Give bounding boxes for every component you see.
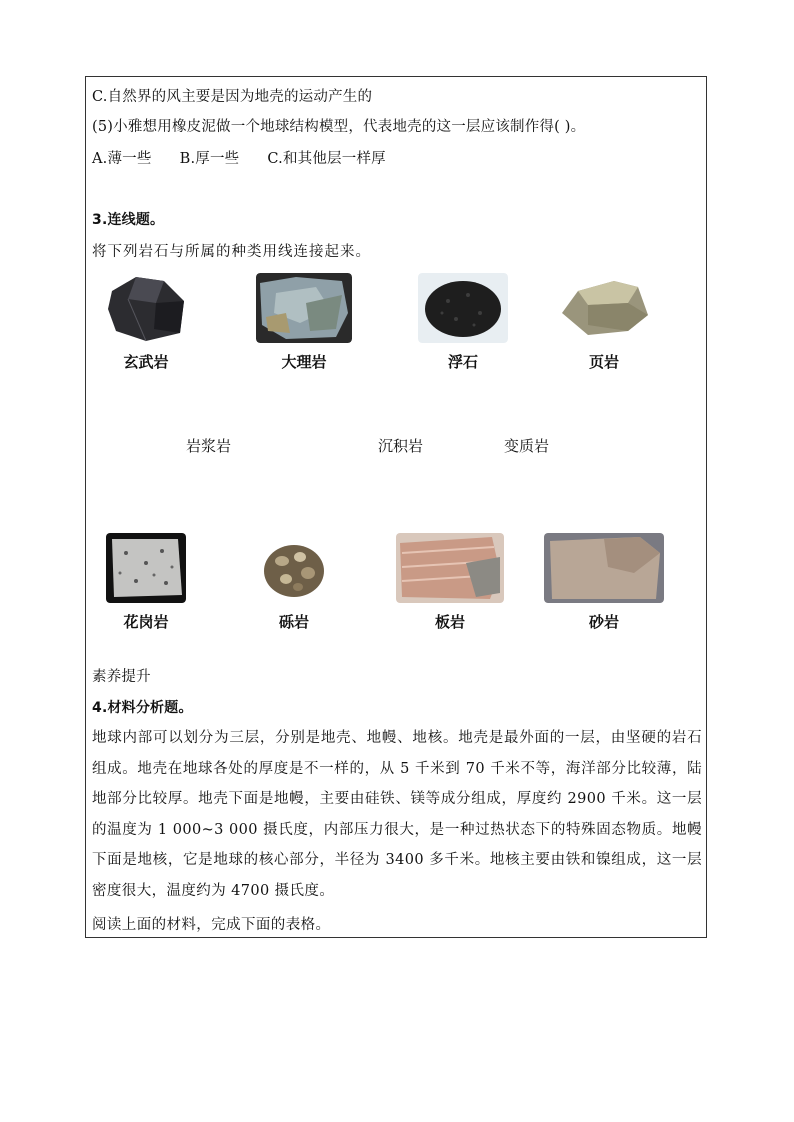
question-3-instruction: 将下列岩石与所属的种类用线连接起来。 [92, 244, 371, 260]
rock-label: 浮石 [447, 353, 478, 371]
option-a: A.薄一些 [92, 151, 152, 167]
material-paragraph: 地球内部可以划分为三层，分别是地壳、地幔、地核。地壳是最外面的一层，由坚硬的岩石组成。地壳在地球各处的厚度是不一样的，从 5 千米到 70 千米不等，海洋部分比较薄，陆地部分比较厚。地壳下面是地幔，主要由硅铁、镁等成分组成，厚度约 2900 千米。这一层的温度为 1 000~3 000 摄氏度，内部压力很大，是一种过热状态下的特殊固态物质。地幔下面是地核，它是地球的核心部分，半径为 3400 多千米。地核主要由铁和镍组成，这一层密度很大，温度约为 4700 摄氏度。 [92, 730, 702, 899]
granite-image [106, 533, 186, 603]
rock-shale [558, 273, 650, 372]
section-heading: 素养提升 [92, 669, 151, 685]
rock-label: 玄武岩 [123, 353, 169, 371]
rock-conglomerate [256, 533, 332, 632]
rock-slate [396, 533, 504, 632]
question-4-task: 阅读上面的材料，完成下面的表格。 [92, 917, 331, 933]
category-igneous: 岩浆岩 [186, 437, 232, 455]
rock-label: 砾岩 [278, 613, 309, 631]
rock-basalt [106, 273, 186, 372]
sandstone-image [544, 533, 664, 603]
pumice-image [418, 273, 508, 343]
rock-marble [256, 273, 352, 372]
option-b: B.厚一些 [179, 151, 240, 167]
category-metamorphic: 变质岩 [504, 437, 550, 455]
rock-label: 花岗岩 [123, 613, 169, 631]
question-frame [85, 76, 707, 938]
option-c-line: C.自然界的风主要是因为地壳的运动产生的 [92, 89, 373, 105]
rock-label: 大理岩 [281, 353, 327, 371]
rock-sandstone [544, 533, 664, 632]
question-3-title: 3.连线题。 [92, 212, 165, 228]
rock-label: 砂岩 [588, 613, 619, 631]
basalt-image [106, 273, 186, 343]
marble-image [256, 273, 352, 343]
rock-granite [106, 533, 186, 632]
question-4-title: 4.材料分析题。 [92, 700, 193, 716]
conglomerate-image [256, 533, 332, 603]
question-5: (5)小雅想用橡皮泥做一个地球结构模型，代表地壳的这一层应该制作得( )。 [92, 119, 586, 135]
category-sedimentary: 沉积岩 [378, 437, 424, 455]
rock-label: 页岩 [588, 353, 619, 371]
rock-pumice [418, 273, 508, 372]
question-5-options [92, 147, 414, 168]
option-c: C.和其他层一样厚 [267, 151, 386, 167]
slate-image [396, 533, 504, 603]
shale-image [558, 273, 650, 343]
rock-label: 板岩 [434, 613, 465, 631]
